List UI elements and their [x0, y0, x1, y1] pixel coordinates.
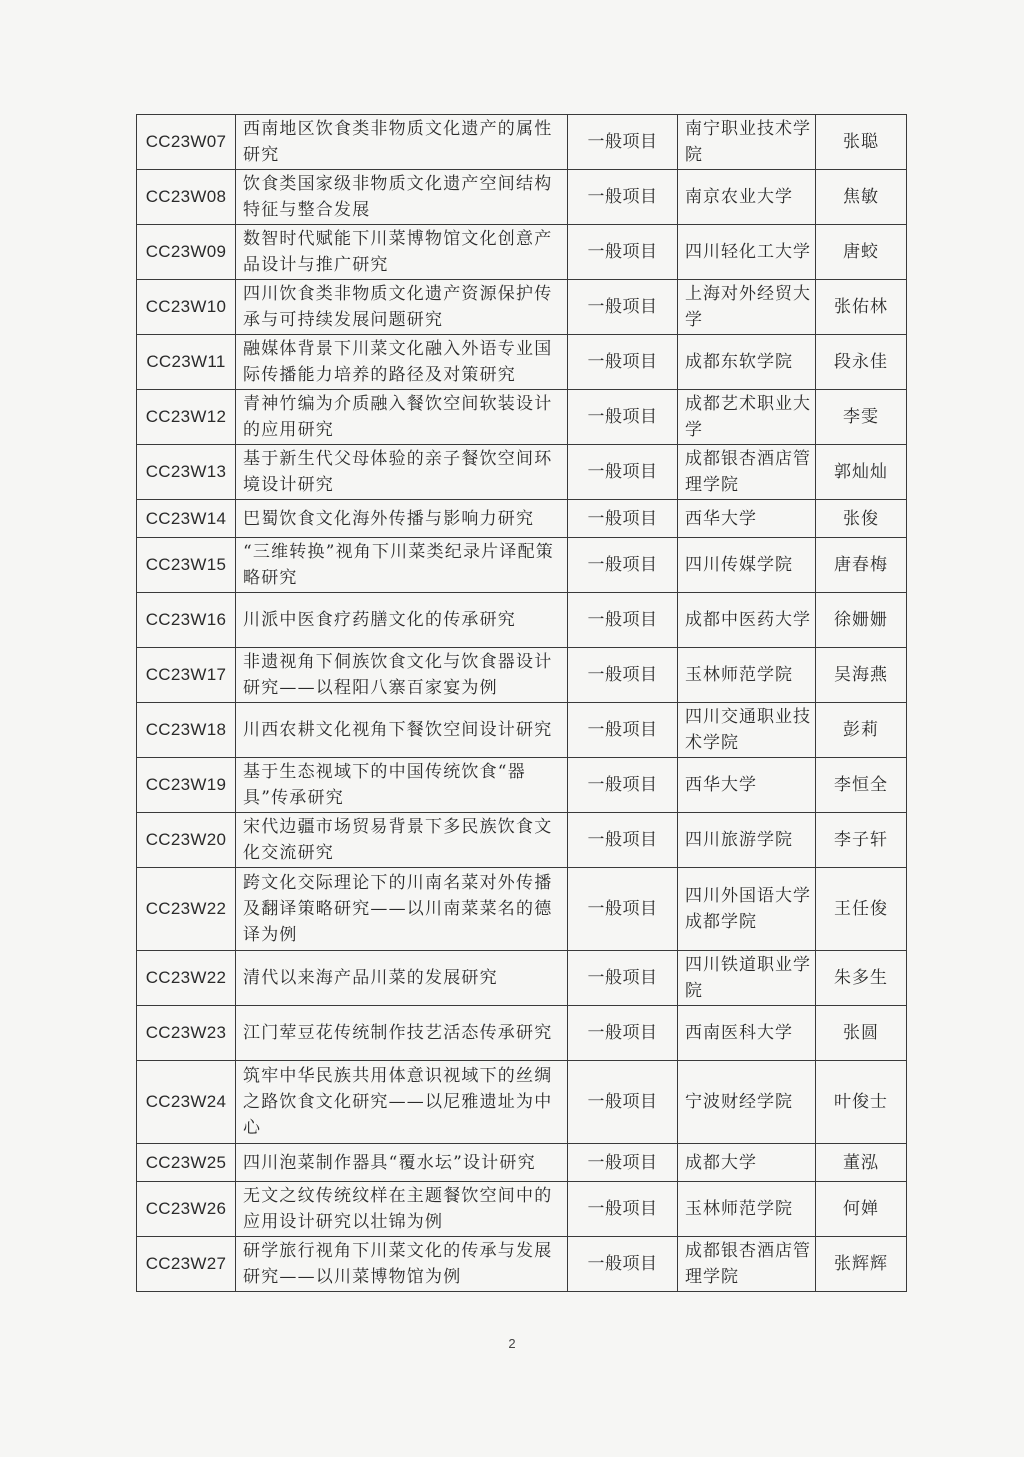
project-type: 一般项目	[568, 335, 678, 390]
project-code: CC23W13	[137, 445, 236, 500]
project-unit: 四川外国语大学成都学院	[678, 868, 816, 951]
project-unit: 西华大学	[678, 500, 816, 538]
project-code: CC23W26	[137, 1182, 236, 1237]
project-type: 一般项目	[568, 500, 678, 538]
table-row	[137, 813, 907, 868]
project-unit: 成都银杏酒店管理学院	[678, 445, 816, 500]
project-type: 一般项目	[568, 390, 678, 445]
project-unit: 四川传媒学院	[678, 538, 816, 593]
project-leader: 徐姗姗	[816, 593, 907, 648]
project-leader: 张聪	[816, 115, 907, 170]
project-unit: 西华大学	[678, 758, 816, 813]
project-title: 巴蜀饮食文化海外传播与影响力研究	[236, 500, 568, 538]
project-type: 一般项目	[568, 445, 678, 500]
project-unit: 成都大学	[678, 1144, 816, 1182]
project-title: 青神竹编为介质融入餐饮空间软装设计的应用研究	[236, 390, 568, 445]
project-type: 一般项目	[568, 648, 678, 703]
project-type: 一般项目	[568, 115, 678, 170]
project-title: 基于生态视域下的中国传统饮食“器具”传承研究	[236, 758, 568, 813]
table-row	[137, 703, 907, 758]
project-code: CC23W08	[137, 170, 236, 225]
project-unit: 西南医科大学	[678, 1006, 816, 1061]
project-unit: 成都中医药大学	[678, 593, 816, 648]
project-leader: 王任俊	[816, 868, 907, 951]
table-row	[137, 1182, 907, 1237]
project-leader: 张佑林	[816, 280, 907, 335]
project-unit: 四川轻化工大学	[678, 225, 816, 280]
project-title: 宋代边疆市场贸易背景下多民族饮食文化交流研究	[236, 813, 568, 868]
project-title: 川派中医食疗药膳文化的传承研究	[236, 593, 568, 648]
table-row	[137, 390, 907, 445]
project-type: 一般项目	[568, 280, 678, 335]
project-code: CC23W19	[137, 758, 236, 813]
project-code: CC23W16	[137, 593, 236, 648]
project-code: CC23W12	[137, 390, 236, 445]
project-leader: 段永佳	[816, 335, 907, 390]
project-title: 非遗视角下侗族饮食文化与饮食器设计研究——以程阳八寨百家宴为例	[236, 648, 568, 703]
project-title: “三维转换”视角下川菜类纪录片译配策略研究	[236, 538, 568, 593]
project-code: CC23W09	[137, 225, 236, 280]
project-unit: 玉林师范学院	[678, 1182, 816, 1237]
project-type: 一般项目	[568, 813, 678, 868]
project-leader: 唐春梅	[816, 538, 907, 593]
project-leader: 焦敏	[816, 170, 907, 225]
project-code: CC23W14	[137, 500, 236, 538]
project-unit: 四川交通职业技术学院	[678, 703, 816, 758]
project-type: 一般项目	[568, 703, 678, 758]
project-title: 筑牢中华民族共用体意识视域下的丝绸之路饮食文化研究——以尼雅遗址为中心	[236, 1061, 568, 1144]
project-leader: 何婵	[816, 1182, 907, 1237]
project-title: 江门荤豆花传统制作技艺活态传承研究	[236, 1006, 568, 1061]
project-code: CC23W22	[137, 951, 236, 1006]
project-code: CC23W07	[137, 115, 236, 170]
table-row	[137, 335, 907, 390]
project-type: 一般项目	[568, 225, 678, 280]
project-code: CC23W11	[137, 335, 236, 390]
project-leader: 李雯	[816, 390, 907, 445]
table-row	[137, 1061, 907, 1144]
project-leader: 彭莉	[816, 703, 907, 758]
table-row	[137, 538, 907, 593]
project-code: CC23W10	[137, 280, 236, 335]
table-row	[137, 280, 907, 335]
project-leader: 李恒全	[816, 758, 907, 813]
project-code: CC23W17	[137, 648, 236, 703]
table-row	[137, 445, 907, 500]
project-type: 一般项目	[568, 1006, 678, 1061]
project-leader: 郭灿灿	[816, 445, 907, 500]
project-type: 一般项目	[568, 951, 678, 1006]
project-unit: 玉林师范学院	[678, 648, 816, 703]
project-leader: 张俊	[816, 500, 907, 538]
project-type: 一般项目	[568, 1182, 678, 1237]
table-row	[137, 1144, 907, 1182]
project-unit: 宁波财经学院	[678, 1061, 816, 1144]
project-type: 一般项目	[568, 758, 678, 813]
project-leader: 唐蛟	[816, 225, 907, 280]
table-row	[137, 115, 907, 170]
table-row	[137, 868, 907, 951]
project-title: 四川泡菜制作器具“覆水坛”设计研究	[236, 1144, 568, 1182]
page-number: 2	[508, 1336, 516, 1351]
table-row	[137, 225, 907, 280]
project-unit: 四川铁道职业学院	[678, 951, 816, 1006]
table-row	[137, 648, 907, 703]
project-unit: 成都东软学院	[678, 335, 816, 390]
project-title: 研学旅行视角下川菜文化的传承与发展研究——以川菜博物馆为例	[236, 1237, 568, 1292]
project-code: CC23W20	[137, 813, 236, 868]
table-row	[137, 1237, 907, 1292]
project-type: 一般项目	[568, 1144, 678, 1182]
project-leader: 董泓	[816, 1144, 907, 1182]
project-title: 数智时代赋能下川菜博物馆文化创意产品设计与推广研究	[236, 225, 568, 280]
project-leader: 李子轩	[816, 813, 907, 868]
project-unit: 上海对外经贸大学	[678, 280, 816, 335]
table-row	[137, 758, 907, 813]
project-type: 一般项目	[568, 170, 678, 225]
project-type: 一般项目	[568, 593, 678, 648]
project-code: CC23W27	[137, 1237, 236, 1292]
project-unit: 南宁职业技术学院	[678, 115, 816, 170]
project-title: 融媒体背景下川菜文化融入外语专业国际传播能力培养的路径及对策研究	[236, 335, 568, 390]
project-title: 清代以来海产品川菜的发展研究	[236, 951, 568, 1006]
table-row	[137, 500, 907, 538]
project-title: 跨文化交际理论下的川南名菜对外传播及翻译策略研究——以川南菜菜名的德译为例	[236, 868, 568, 951]
project-title: 饮食类国家级非物质文化遗产空间结构特征与整合发展	[236, 170, 568, 225]
project-leader: 叶俊士	[816, 1061, 907, 1144]
project-code: CC23W15	[137, 538, 236, 593]
project-title: 川西农耕文化视角下餐饮空间设计研究	[236, 703, 568, 758]
project-code: CC23W18	[137, 703, 236, 758]
project-title: 四川饮食类非物质文化遗产资源保护传承与可持续发展问题研究	[236, 280, 568, 335]
project-code: CC23W22	[137, 868, 236, 951]
project-title: 无文之纹传统纹样在主题餐饮空间中的应用设计研究以壮锦为例	[236, 1182, 568, 1237]
table-row	[137, 1006, 907, 1061]
project-code: CC23W23	[137, 1006, 236, 1061]
project-type: 一般项目	[568, 538, 678, 593]
project-leader: 张圆	[816, 1006, 907, 1061]
project-table	[136, 114, 907, 1292]
project-code: CC23W25	[137, 1144, 236, 1182]
project-title: 西南地区饮食类非物质文化遗产的属性研究	[236, 115, 568, 170]
project-title: 基于新生代父母体验的亲子餐饮空间环境设计研究	[236, 445, 568, 500]
project-unit: 南京农业大学	[678, 170, 816, 225]
table-row	[137, 593, 907, 648]
project-leader: 朱多生	[816, 951, 907, 1006]
project-type: 一般项目	[568, 868, 678, 951]
project-unit: 四川旅游学院	[678, 813, 816, 868]
table-row	[137, 951, 907, 1006]
project-unit: 成都银杏酒店管理学院	[678, 1237, 816, 1292]
table-row	[137, 170, 907, 225]
project-leader: 吴海燕	[816, 648, 907, 703]
project-code: CC23W24	[137, 1061, 236, 1144]
project-unit: 成都艺术职业大学	[678, 390, 816, 445]
project-type: 一般项目	[568, 1061, 678, 1144]
project-leader: 张辉辉	[816, 1237, 907, 1292]
project-type: 一般项目	[568, 1237, 678, 1292]
